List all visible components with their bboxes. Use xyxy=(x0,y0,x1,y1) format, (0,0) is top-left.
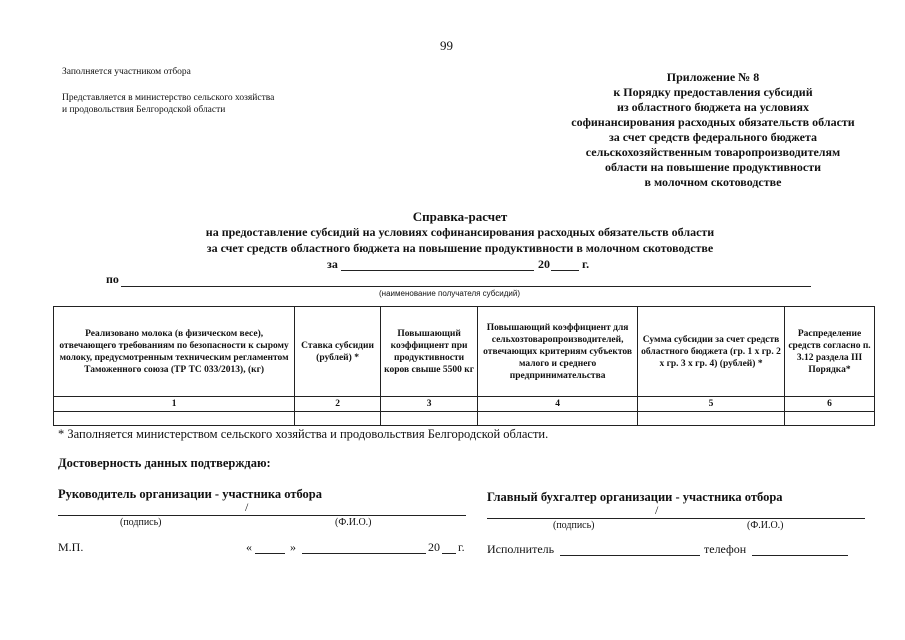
submitted-to-line1: Представляется в министерство сельского хозяйства xyxy=(62,93,275,103)
date-quote-open: « xyxy=(246,540,252,554)
appendix-line: в молочном скотоводстве xyxy=(644,175,782,189)
period-field[interactable] xyxy=(341,270,534,271)
date-suffix: г. xyxy=(458,540,465,554)
calculation-table xyxy=(53,306,875,426)
accountant-signature-line[interactable] xyxy=(487,518,865,519)
recipient-caption: (наименование получателя субсидий) xyxy=(379,289,520,298)
head-fio-caption: (Ф.И.О.) xyxy=(335,517,372,528)
executor-field[interactable] xyxy=(560,555,700,556)
accountant-slash: / xyxy=(655,503,659,517)
period-year: 20 xyxy=(538,257,550,271)
table-cell[interactable] xyxy=(637,412,784,426)
filled-by-note: Заполняется участником отбора xyxy=(62,67,191,77)
table-header-cell: Повышающий коэффициент при продуктивности коров свыше 5500 кг xyxy=(380,307,477,397)
date-day-field[interactable] xyxy=(255,553,285,554)
date-quote-close: » xyxy=(290,540,296,554)
date-year: 20 xyxy=(428,540,440,554)
po-label: по xyxy=(106,272,119,286)
document-title: Справка-расчет xyxy=(412,209,508,224)
executor-label: Исполнитель xyxy=(487,542,555,556)
accountant-label: Главный бухгалтер организации - участника отбора xyxy=(487,490,783,504)
column-number: 5 xyxy=(637,397,784,412)
appendix-line: к Порядку предоставления субсидий xyxy=(613,85,813,99)
head-label: Руководитель организации - участника отбора xyxy=(58,487,322,501)
column-number: 2 xyxy=(295,397,381,412)
phone-field[interactable] xyxy=(752,555,848,556)
table-cell[interactable] xyxy=(295,412,381,426)
phone-label: телефон xyxy=(704,542,747,556)
page-number: 99 xyxy=(440,38,453,53)
column-number: 6 xyxy=(785,397,875,412)
stamp-label: М.П. xyxy=(58,540,84,554)
table-cell[interactable] xyxy=(785,412,875,426)
period-prefix: за xyxy=(327,257,338,271)
table-row xyxy=(54,412,875,426)
head-signature-caption: (подпись) xyxy=(120,517,162,528)
table-header-cell: Ставка субсидии (рублей) * xyxy=(295,307,381,397)
document-subtitle-2: за счет средств областного бюджета на повышение продуктивности в молочном скотоводстве xyxy=(206,241,714,255)
table-header-cell: Реализовано молока (в физическом весе), отвечающего требованиям по безопасности к сырому молоку, предусмотренным техническим регламентом Таможенного союза (ТР ТС 033/2013), (кг) xyxy=(54,307,295,397)
appendix-line: области на повышение продуктивности xyxy=(604,160,822,174)
appendix-line: Приложение № 8 xyxy=(666,70,760,84)
footnote: * Заполняется министерством сельского хозяйства и продовольствия Белгородской области. xyxy=(58,427,549,441)
appendix-line: сельскохозяйственным товаропроизводителям xyxy=(585,145,841,159)
column-number: 4 xyxy=(478,397,638,412)
head-signature-line[interactable] xyxy=(58,515,466,516)
table-header-row xyxy=(54,307,875,397)
period-suffix: г. xyxy=(582,257,590,271)
date-year-field[interactable] xyxy=(442,553,456,554)
table-header-cell: Повышающий коэффициент для сельхозтоваропроизводителей, отвечающих критериям субъектов малого и среднего предпринимательства xyxy=(478,307,638,397)
accountant-signature-caption: (подпись) xyxy=(553,520,595,531)
period-year-field[interactable] xyxy=(551,270,579,271)
column-number: 3 xyxy=(380,397,477,412)
table-header-cell: Сумма субсидии за счет средств областного бюджета (гр. 1 х гр. 2 х гр. 3 х гр. 4) (рублей) * xyxy=(637,307,784,397)
table-header-cell: Распределение средств согласно п. 3.12 раздела III Порядка* xyxy=(785,307,875,397)
document-subtitle-1: на предоставление субсидий на условиях софинансирования расходных обязательств области xyxy=(205,225,715,239)
column-number: 1 xyxy=(54,397,295,412)
table-cell[interactable] xyxy=(380,412,477,426)
appendix-block xyxy=(548,70,878,190)
accountant-fio-caption: (Ф.И.О.) xyxy=(747,520,784,531)
confirmation-label: Достоверность данных подтверждаю: xyxy=(58,456,271,470)
submitted-to-note xyxy=(62,92,274,116)
table-cell[interactable] xyxy=(54,412,295,426)
appendix-line: из областного бюджета на условиях xyxy=(616,100,810,114)
table-cell[interactable] xyxy=(478,412,638,426)
head-slash: / xyxy=(245,500,249,514)
submitted-to-line2: и продовольствия Белгородской области xyxy=(62,105,226,115)
recipient-field[interactable] xyxy=(121,286,811,287)
table-number-row xyxy=(54,397,875,412)
appendix-line: за счет средств федерального бюджета xyxy=(608,130,818,144)
date-month-field[interactable] xyxy=(302,553,426,554)
appendix-line: софинансирования расходных обязательств области xyxy=(571,115,855,129)
